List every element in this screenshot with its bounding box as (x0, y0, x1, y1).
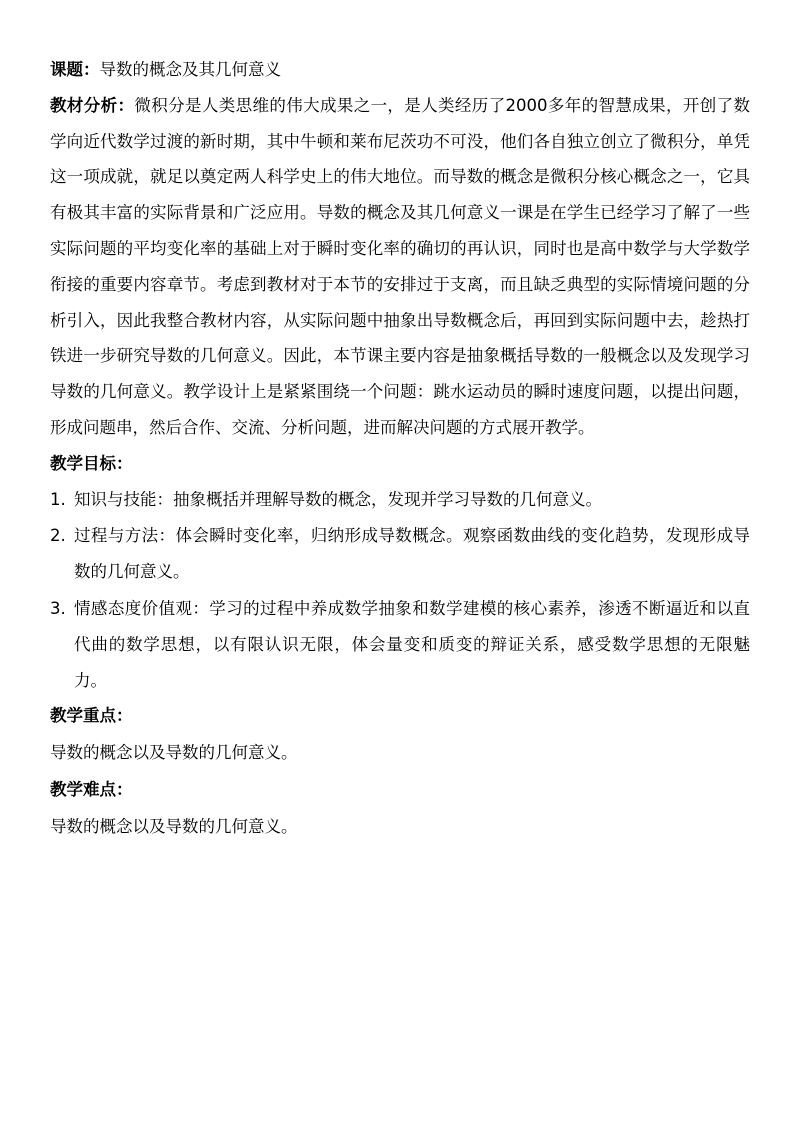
goal-text: 情感态度价值观：学习的过程中养成数学抽象和数学建模的核心素养，渗透不断逼近和以直代曲的数学思想，以有限认识无限，体会量变和质变的辩证关系，感受数学思想的无限魅力。 (74, 598, 750, 690)
analysis-text: 微积分是人类思维的伟大成果之一，是人类经历了2000多年的智慧成果，开创了数学向近代数学过渡的新时期，其中牛顿和莱布尼茨功不可没，他们各自独立创立了微积分，单凭这一项成就，就足以奠定两人科学史上的伟大地位。而导数的概念是微积分核心概念之一，它具有极其丰富的实际背景和广泛应用。导数的概念及其几何意义一课是在学生已经学习了解了一些实际问题的平均变化率的基础上对于瞬时变化率的确切的再认识，同时也是高中数学与大学数学衔接的重要内容章节。考虑到教材对于本节的安排过于支离，而且缺乏典型的实际情境问题的分析引入，因此我整合教材内容，从实际问题中抽象出导数概念后，再回到实际问题中去，趁热打铁进一步研究导数的几何意义。因此，本节课主要内容是抽象概括导数的一般概念以及发现学习导数的几何意义。教学设计上是紧紧围绕一个问题：跳水运动员的瞬时速度问题，以提出问题，形成问题串，然后合作、交流、分析问题，进而解决问题的方式展开教学。 (50, 95, 750, 437)
difficulties-text: 导数的概念以及导数的几何意义。 (50, 816, 298, 836)
difficulties-label: 教学难点： (50, 779, 133, 799)
course-title-line (50, 52, 750, 88)
document-page (50, 52, 750, 845)
goal-number: 1. (50, 489, 66, 509)
goal-number: 2. (50, 526, 66, 546)
goals-heading (50, 446, 750, 482)
key-points-label: 教学重点： (50, 706, 133, 726)
goals-label: 教学目标： (50, 453, 133, 473)
goal-text: 知识与技能：抽象概括并理解导数的概念，发现并学习导数的几何意义。 (74, 489, 602, 509)
difficulties-heading (50, 772, 750, 808)
key-points-text: 导数的概念以及导数的几何意义。 (50, 743, 298, 763)
goal-item (50, 518, 750, 590)
course-title: 导数的概念及其几何意义 (99, 60, 281, 79)
analysis-section (50, 88, 750, 446)
goal-number: 3. (50, 598, 66, 618)
goal-text: 过程与方法：体会瞬时变化率，归纳形成导数概念。观察函数曲线的变化趋势，发现形成导数的几何意义。 (74, 526, 750, 582)
analysis-label: 教材分析： (50, 95, 135, 115)
course-label: 课题： (50, 60, 100, 79)
goal-item (50, 482, 750, 518)
goal-item (50, 591, 750, 698)
key-points-heading (50, 698, 750, 734)
